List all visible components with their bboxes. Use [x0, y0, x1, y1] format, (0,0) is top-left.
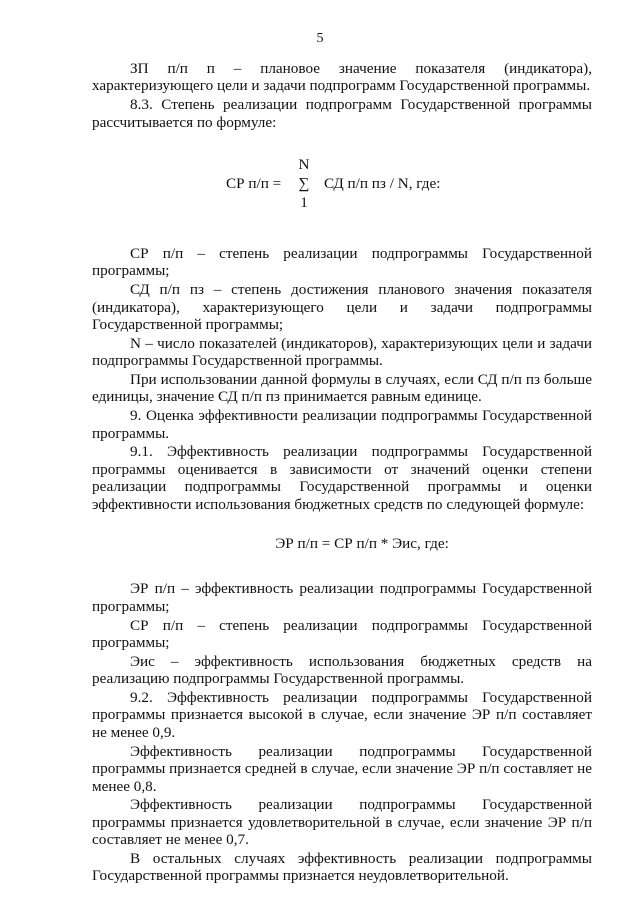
- summation-symbol: ∑: [298, 175, 310, 193]
- paragraph: N – число показателей (индикаторов), характеризующих цели и задачи подпрограммы Государственной программы.: [92, 334, 592, 370]
- page-number: 5: [316, 31, 324, 46]
- document-body: [92, 60, 592, 886]
- summation-upper-limit: N: [298, 156, 310, 174]
- formula-sr-rhs: СД п/п пз / N, где:: [324, 175, 441, 193]
- paragraph: В остальных случаях эффективность реализации подпрограммы Государственной программы признается неудовлетворительной.: [92, 849, 592, 885]
- paragraph: Эис – эффективность использования бюджетных средств на реализацию подпрограммы Государственной программы.: [92, 652, 592, 688]
- summation-lower-limit: 1: [300, 194, 308, 212]
- paragraph: При использовании данной формулы в случаях, если СД п/п пз больше единицы, значение СД п/п пз принимается равным единице.: [92, 371, 592, 406]
- formula-sr: [92, 137, 592, 233]
- paragraph: Эффективность реализации подпрограммы Государственной программы признается средней в случае, если значение ЭР п/п составляет не менее 0,8.: [92, 742, 592, 795]
- section-heading: 9. Оценка эффективности реализации подпрограммы Государственной программы.: [92, 407, 592, 442]
- formula-sr-lhs: СР п/п =: [226, 175, 282, 193]
- paragraph: 8.3. Степень реализации подпрограмм Государственной программы рассчитывается по формуле:: [92, 96, 592, 131]
- paragraph: 9.1. Эффективность реализации подпрограммы Государственной программы оценивается в зависимости от значений оценки степени реализации подпрограммы Государственной программы и оценки эффективности использования бюджетных средств по следующей формуле:: [92, 443, 592, 513]
- formula-er: ЭР п/п = СР п/п * Эис, где:: [275, 535, 449, 553]
- paragraph: 9.2. Эффективность реализации подпрограммы Государственной программы признается высокой в случае, если значение ЭР п/п составляет не менее 0,9.: [92, 689, 592, 741]
- paragraph: Эффективность реализации подпрограммы Государственной программы признается удовлетворительной в случае, если значение ЭР п/п составляет не менее 0,7.: [92, 796, 592, 849]
- paragraph: СР п/п – степень реализации подпрограммы Государственной программы;: [92, 245, 592, 280]
- paragraph: ЭР п/п – эффективность реализации подпрограммы Государственной программы;: [92, 580, 592, 615]
- summation-sign: [295, 155, 313, 212]
- paragraph: СД п/п пз – степень достижения планового значения показателя (индикатора), характеризующего цели и задачи подпрограммы Государственной программы;: [92, 281, 592, 334]
- paragraph: СР п/п – степень реализации подпрограммы Государственной программы;: [92, 616, 592, 652]
- paragraph: ЗП п/п п – плановое значение показателя (индикатора), характеризующего цели и задачи подпрограмм Государственной программы.: [92, 60, 592, 95]
